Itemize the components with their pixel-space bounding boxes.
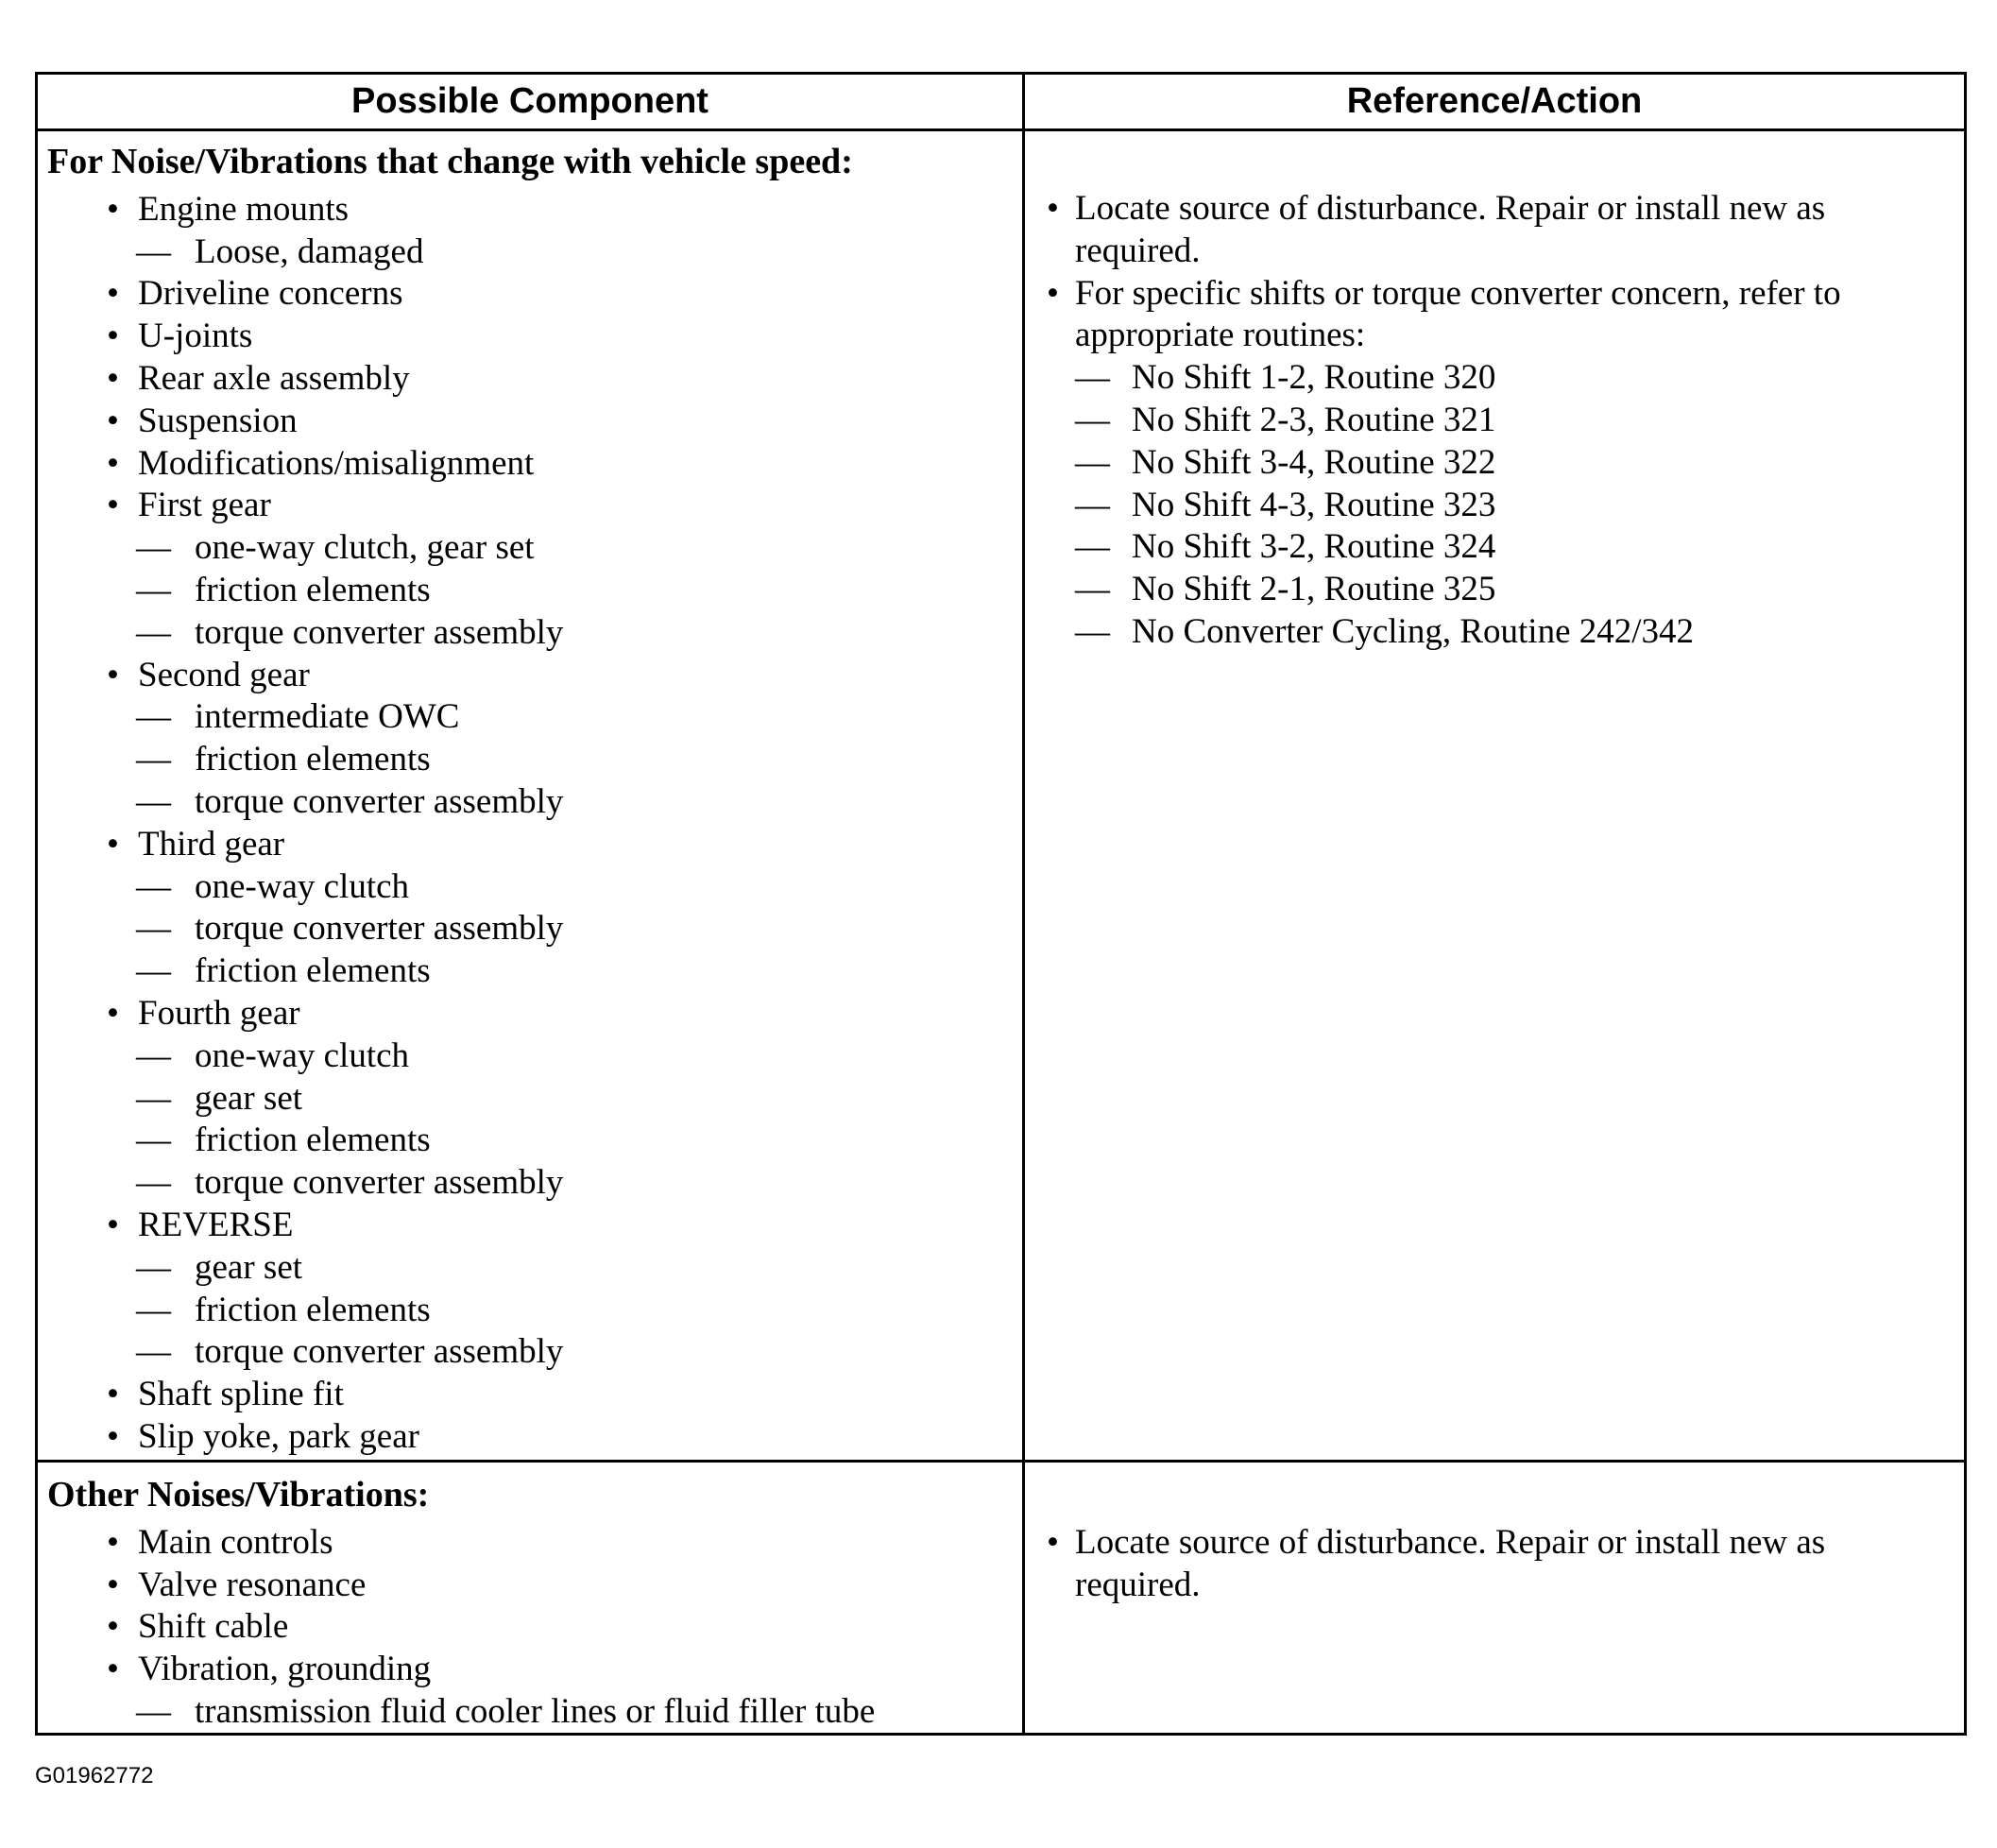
component-label: First gear: [138, 486, 271, 525]
action-subitem: [1037, 569, 1944, 611]
dash-icon: —: [136, 1035, 171, 1075]
component-subitem-label: torque converter assembly: [195, 612, 564, 652]
bullet-icon: •: [107, 189, 119, 229]
component-subitem-label: intermediate OWC: [195, 697, 460, 737]
component-item: [47, 993, 1011, 1035]
figure-id: G01962772: [35, 1763, 154, 1788]
dash-icon: —: [1075, 611, 1110, 651]
dash-icon: —: [136, 1078, 171, 1118]
component-subitem-label: one-way clutch, gear set: [195, 528, 535, 568]
section2-action-list: [1037, 1522, 1944, 1607]
bullet-icon: •: [107, 1416, 119, 1456]
action-text: Locate source of disturbance. Repair or install new as required.: [1075, 1523, 1826, 1604]
bullet-icon: •: [107, 1205, 119, 1244]
bullet-icon: •: [107, 824, 119, 864]
component-subitem: [47, 1162, 1011, 1205]
dash-icon: —: [136, 528, 171, 568]
component-subitem-label: friction elements: [195, 1290, 431, 1329]
component-item: [47, 1205, 1011, 1247]
dash-icon: —: [136, 1247, 171, 1287]
column-divider: [1022, 75, 1025, 1733]
component-subitem-label: one-way clutch: [195, 866, 410, 906]
component-label: Engine mounts: [138, 189, 350, 229]
action-item: [1037, 1522, 1944, 1607]
action-subitem: [1037, 485, 1944, 527]
component-subitem: [47, 696, 1011, 739]
dash-icon: —: [136, 740, 171, 779]
action-subitem-label: No Shift 4-3, Routine 323: [1132, 485, 1496, 524]
action-subitem-label: No Shift 3-4, Routine 322: [1132, 442, 1496, 482]
section2-title: Other Noises/Vibrations:: [47, 1475, 430, 1514]
row-divider: [38, 1460, 1964, 1463]
component-subitem: [47, 950, 1011, 993]
component-label: Fourth gear: [138, 993, 300, 1033]
component-subitem-label: torque converter assembly: [195, 1163, 564, 1203]
component-subitem: [47, 570, 1011, 612]
component-subitem-label: friction elements: [195, 951, 431, 991]
bullet-icon: •: [107, 274, 119, 314]
bullet-icon: •: [107, 1565, 119, 1604]
component-subitem-label: transmission fluid cooler lines or fluid filler tube: [195, 1691, 876, 1731]
component-item: [47, 1649, 1011, 1691]
component-subitem: [47, 1691, 1011, 1734]
action-subitem: [1037, 400, 1944, 442]
component-item: [47, 655, 1011, 697]
component-subitem-label: gear set: [195, 1247, 303, 1287]
component-subitem-label: Loose, damaged: [195, 231, 424, 271]
dash-icon: —: [136, 909, 171, 949]
component-subitem: [47, 739, 1011, 781]
component-item: [47, 273, 1011, 316]
component-subitem: [47, 1331, 1011, 1374]
component-subitem: [47, 1035, 1011, 1078]
dash-icon: —: [136, 951, 171, 991]
bullet-icon: •: [107, 401, 119, 440]
component-item: [47, 1374, 1011, 1416]
action-subitem-label: No Converter Cycling, Routine 242/342: [1132, 611, 1695, 651]
component-item: [47, 316, 1011, 358]
section1-title: For Noise/Vibrations that change with vehicle speed:: [47, 142, 853, 181]
component-label: Vibration, grounding: [138, 1650, 432, 1689]
bullet-icon: •: [1047, 189, 1059, 228]
component-label: Main controls: [138, 1522, 333, 1562]
action-item: [1037, 273, 1944, 358]
action-subitem: [1037, 526, 1944, 569]
dash-icon: —: [136, 612, 171, 652]
dash-icon: —: [136, 1163, 171, 1203]
section1-component-list: [47, 189, 1011, 1459]
component-label: Driveline concerns: [138, 274, 403, 314]
bullet-icon: •: [107, 655, 119, 694]
section2-component-list: [47, 1522, 1011, 1734]
header-divider: [38, 128, 1964, 131]
section1-components: [47, 141, 1011, 1459]
action-subitem: [1037, 442, 1944, 485]
component-subitem: [47, 231, 1011, 274]
component-label: U-joints: [138, 317, 253, 356]
component-label: Suspension: [138, 401, 298, 440]
dash-icon: —: [1075, 570, 1110, 609]
component-item: [47, 1416, 1011, 1459]
dash-icon: —: [136, 570, 171, 609]
component-item: [47, 189, 1011, 231]
component-subitem-label: torque converter assembly: [195, 909, 564, 949]
dash-icon: —: [1075, 527, 1110, 567]
component-subitem: [47, 1078, 1011, 1121]
component-subitem-label: friction elements: [195, 570, 431, 609]
column-header-action: Reference/Action: [1346, 81, 1643, 121]
component-label: Second gear: [138, 655, 310, 694]
component-item: [47, 401, 1011, 443]
action-subitem: [1037, 611, 1944, 654]
component-subitem-label: one-way clutch: [195, 1035, 410, 1075]
component-item: [47, 824, 1011, 866]
section2-actions: [1037, 1522, 1944, 1607]
action-text: Locate source of disturbance. Repair or install new as required.: [1075, 189, 1826, 270]
component-label: Modifications/misalignment: [138, 443, 535, 483]
component-subitem-label: gear set: [195, 1078, 303, 1118]
action-subitem-label: No Shift 1-2, Routine 320: [1132, 358, 1496, 398]
action-subitem-label: No Shift 2-3, Routine 321: [1132, 400, 1496, 439]
section2-components: [47, 1474, 1011, 1734]
bullet-icon: •: [107, 443, 119, 483]
component-label: Valve resonance: [138, 1565, 367, 1604]
dash-icon: —: [136, 1290, 171, 1329]
dash-icon: —: [136, 1332, 171, 1372]
action-text: For specific shifts or torque converter concern, refer to appropriate routines:: [1075, 273, 1841, 355]
component-subitem: [47, 866, 1011, 909]
component-item: [47, 1522, 1011, 1565]
dash-icon: —: [1075, 442, 1110, 482]
bullet-icon: •: [107, 993, 119, 1033]
dash-icon: —: [136, 1691, 171, 1731]
component-subitem-label: friction elements: [195, 740, 431, 779]
component-subitem-label: torque converter assembly: [195, 1332, 564, 1372]
component-subitem: [47, 908, 1011, 950]
bullet-icon: •: [107, 1650, 119, 1689]
dash-icon: —: [1075, 400, 1110, 439]
component-label: Third gear: [138, 824, 285, 864]
section1-actions: [1037, 188, 1944, 654]
dash-icon: —: [1075, 358, 1110, 398]
column-header-component: Possible Component: [351, 81, 708, 121]
bullet-icon: •: [107, 486, 119, 525]
component-subitem: [47, 527, 1011, 570]
action-subitem: [1037, 357, 1944, 400]
component-subitem: [47, 781, 1011, 824]
bullet-icon: •: [107, 1522, 119, 1562]
bullet-icon: •: [107, 358, 119, 398]
dash-icon: —: [136, 781, 171, 821]
section1-action-list: [1037, 188, 1944, 654]
component-label: Rear axle assembly: [138, 358, 410, 398]
component-label: Shaft spline fit: [138, 1375, 344, 1414]
component-item: [47, 358, 1011, 401]
component-subitem-label: friction elements: [195, 1121, 431, 1160]
component-subitem: [47, 1247, 1011, 1290]
component-item: [47, 443, 1011, 486]
component-subitem: [47, 1290, 1011, 1332]
action-subitem-label: No Shift 2-1, Routine 325: [1132, 570, 1496, 609]
component-label: Shift cable: [138, 1607, 289, 1647]
component-item: [47, 1565, 1011, 1607]
dash-icon: —: [1075, 485, 1110, 524]
bullet-icon: •: [107, 1375, 119, 1414]
dash-icon: —: [136, 1121, 171, 1160]
component-label: REVERSE: [138, 1205, 294, 1244]
action-item: [1037, 188, 1944, 273]
dash-icon: —: [136, 231, 171, 271]
dash-icon: —: [136, 866, 171, 906]
component-item: [47, 1606, 1011, 1649]
bullet-icon: •: [1047, 1523, 1059, 1562]
component-subitem-label: torque converter assembly: [195, 781, 564, 821]
component-subitem: [47, 612, 1011, 655]
component-item: [47, 485, 1011, 527]
component-label: Slip yoke, park gear: [138, 1416, 419, 1456]
diagnostic-table: [35, 72, 1967, 1736]
bullet-icon: •: [1047, 273, 1059, 313]
bullet-icon: •: [107, 1607, 119, 1647]
component-subitem: [47, 1120, 1011, 1162]
dash-icon: —: [136, 697, 171, 737]
action-subitem-label: No Shift 3-2, Routine 324: [1132, 527, 1496, 567]
bullet-icon: •: [107, 317, 119, 356]
